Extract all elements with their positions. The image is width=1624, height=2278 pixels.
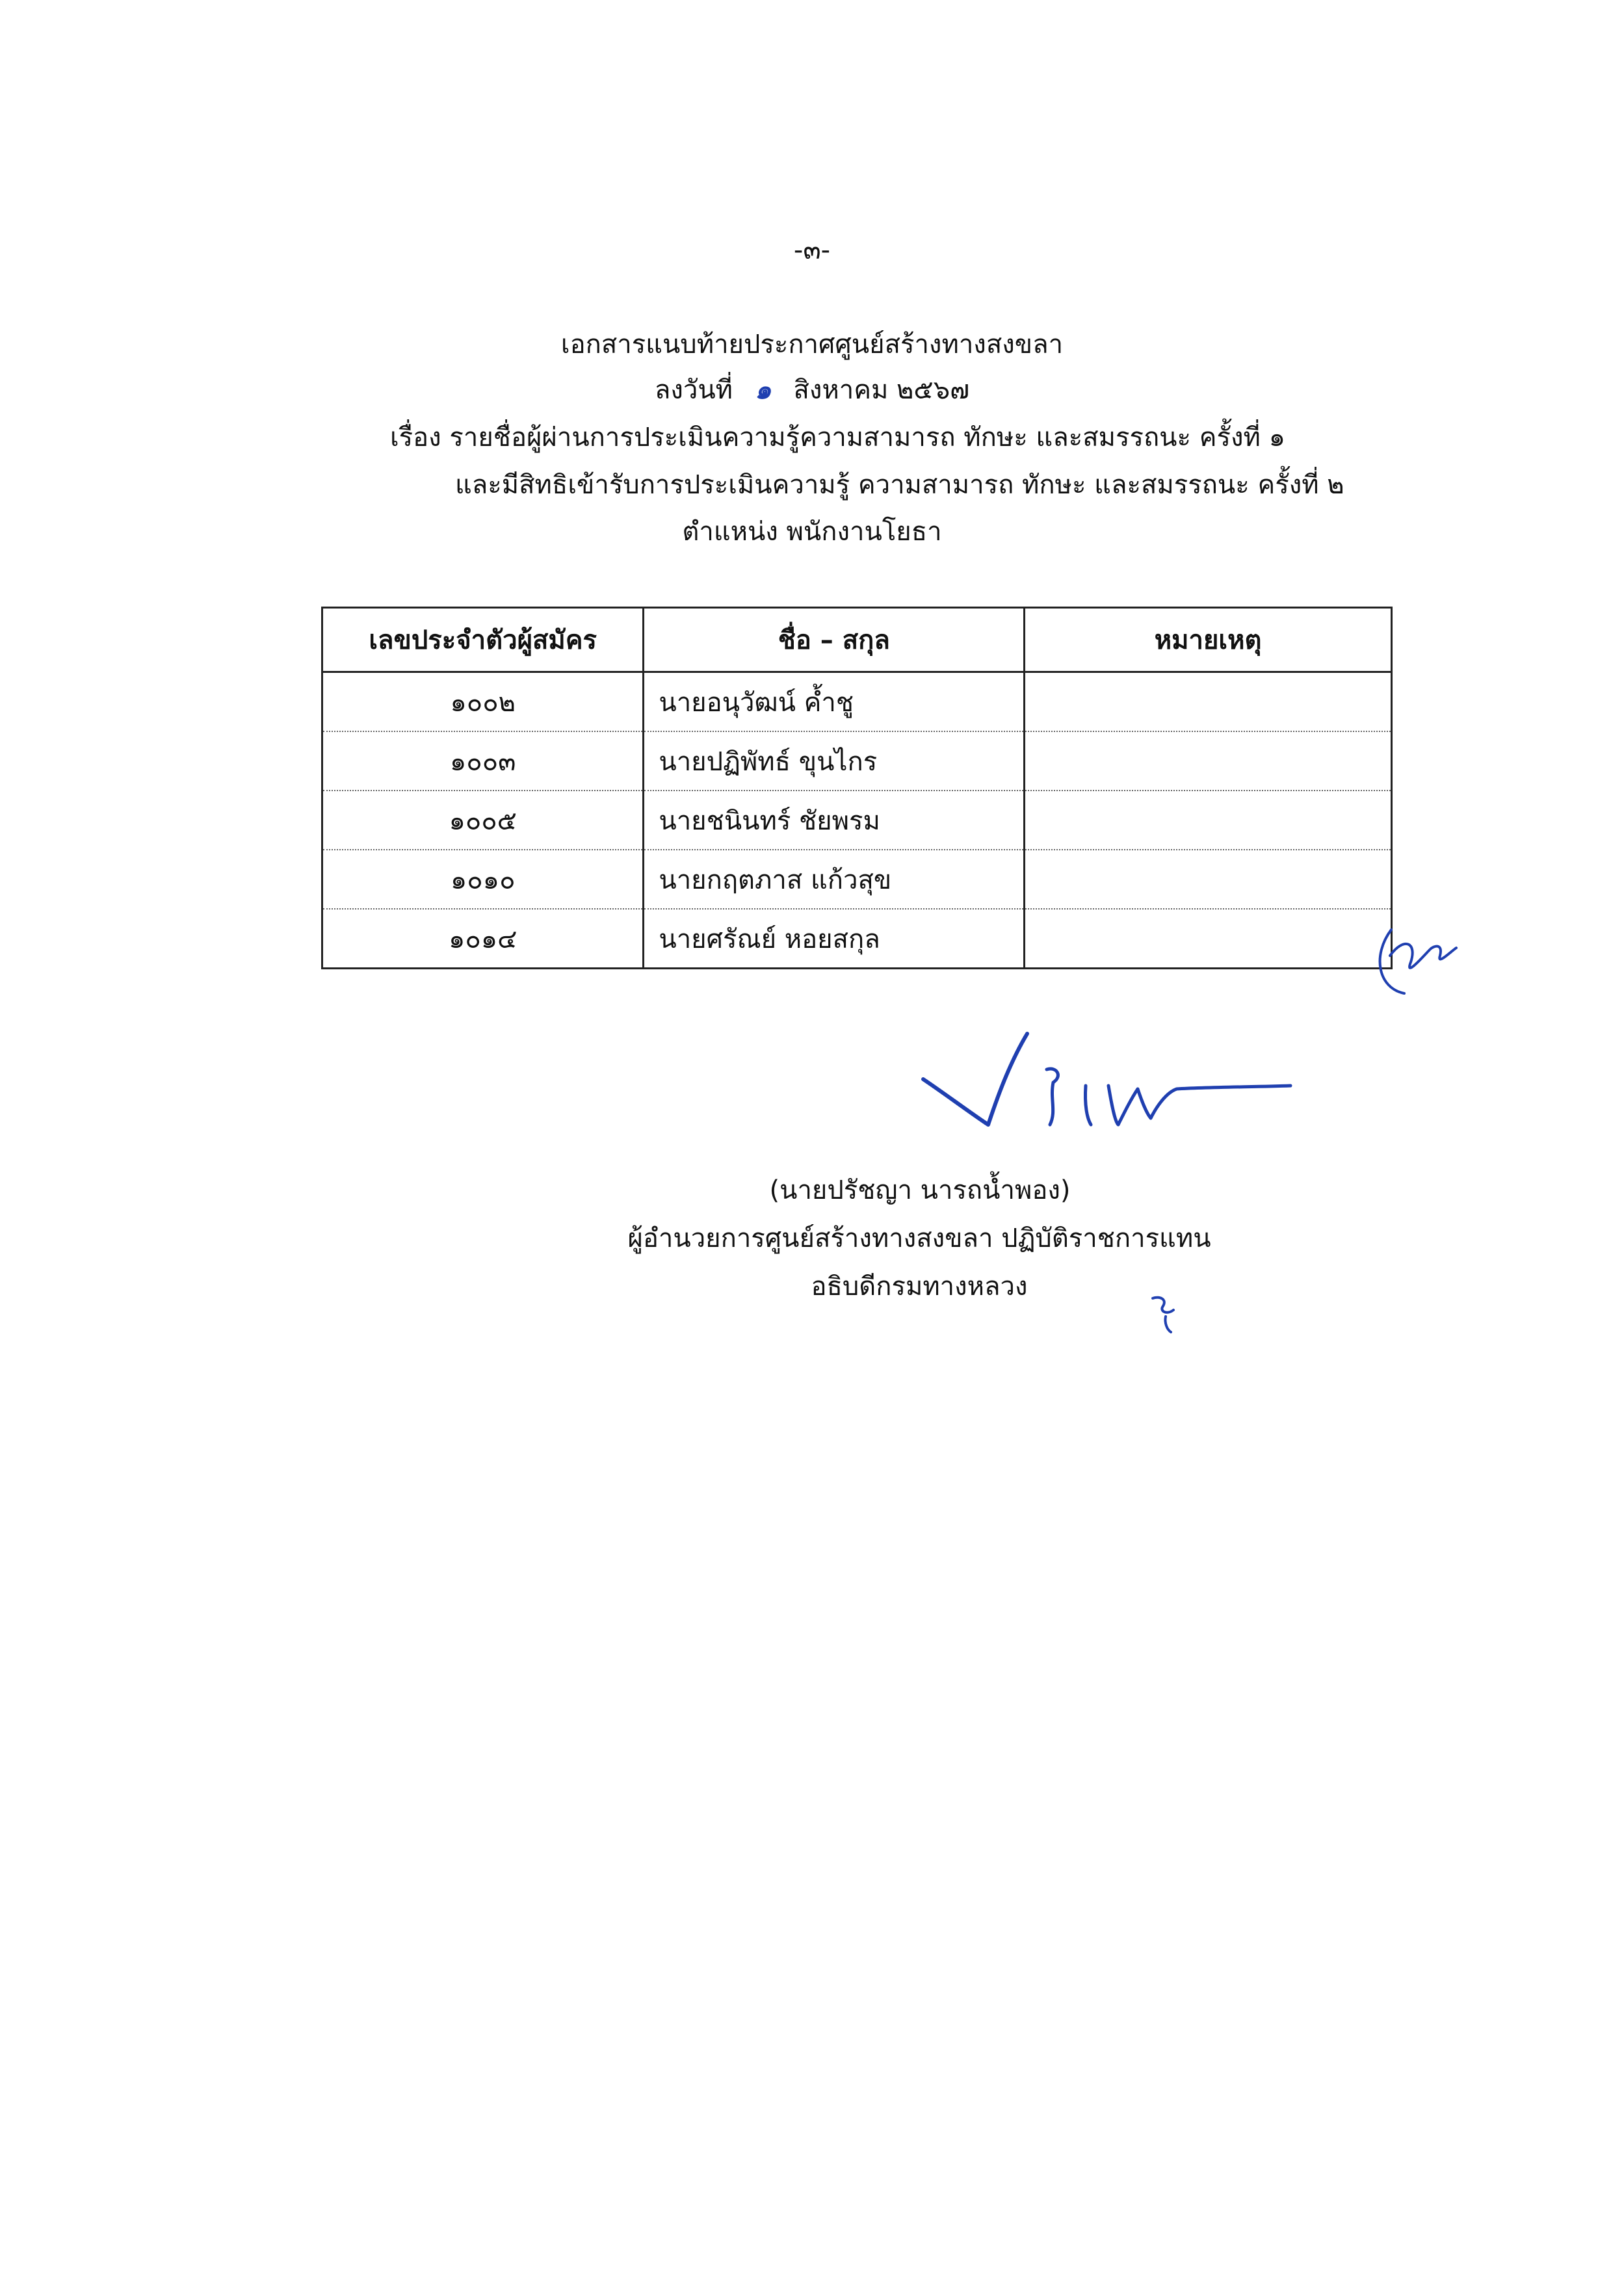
table-header-row [322,608,1392,672]
column-header-remark: หมายเหตุ [1025,608,1392,672]
candidate-remark [1025,672,1392,732]
table-row [322,850,1392,909]
candidate-name: นายกฤตภาส แก้วสุข [644,850,1025,909]
signatory-name: (นายปรัชญา นารถน้ำพอง) [769,1175,1071,1205]
date-prefix: ลงวันที่ [654,375,733,405]
candidate-name: นายศรัณย์ หอยสกุล [644,909,1025,969]
title-initial-mark [1147,1290,1186,1336]
table-row [322,909,1392,969]
candidate-id: ๑๐๑๐ [322,850,644,909]
signatory-title-1: ผู้อำนวยการศูนย์สร้างทางสงขลา ปฏิบัติราชการแทน [627,1224,1211,1253]
position-line: ตำแหน่ง พนักงานโยธา [682,517,942,547]
candidate-id: ๑๐๐๓ [322,731,644,791]
table-row [322,731,1392,791]
candidate-name: นายปฏิพัทธ์ ขุนไกร [644,731,1025,791]
page-number: -๓- [793,235,831,265]
signatory-title-2: อธิบดีกรมทางหลวง [811,1272,1028,1302]
date-line [0,372,1624,408]
subject-line-2: และมีสิทธิเข้ารับการประเมินความรู้ ความสามารถ ทักษะ และสมรรถนะ ครั้งที่ ๒ [455,470,1344,500]
candidate-id: ๑๐๐๒ [322,672,644,732]
date-day: ๑ [755,375,772,405]
candidate-id: ๑๐๑๔ [322,909,644,969]
document-heading: เอกสารแนบท้ายประกาศศูนย์สร้างทางสงขลา [560,330,1064,360]
candidate-name: นายอนุวัฒน์ ค้ำชู [644,672,1025,732]
initial-mark [1365,917,1463,1008]
director-signature [917,1027,1320,1157]
candidate-remark [1025,909,1392,969]
table-row [322,791,1392,850]
candidate-name: นายชนินทร์ ชัยพรม [644,791,1025,850]
candidate-id: ๑๐๐๕ [322,791,644,850]
candidate-table [321,607,1393,969]
candidate-remark [1025,850,1392,909]
table-row [322,672,1392,732]
subject-line-1: เรื่อง รายชื่อผู้ผ่านการประเมินความรู้ความสามารถ ทักษะ และสมรรถนะ ครั้งที่ ๑ [390,423,1285,452]
column-header-name: ชื่อ – สกุล [644,608,1025,672]
candidate-remark [1025,731,1392,791]
candidate-remark [1025,791,1392,850]
column-header-id: เลขประจำตัวผู้สมัคร [322,608,644,672]
date-month-year: สิงหาคม ๒๕๖๗ [793,375,970,405]
